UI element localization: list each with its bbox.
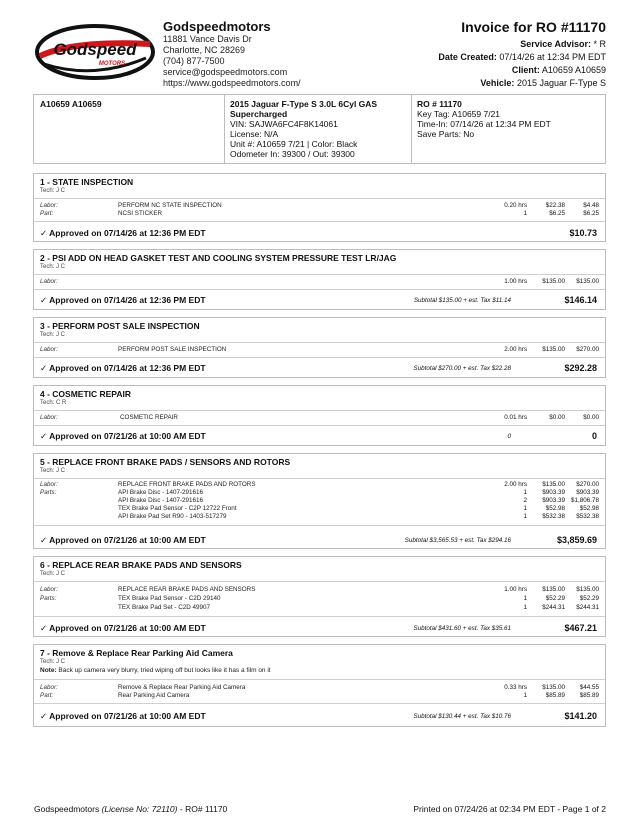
line-total: $135.00 (576, 278, 599, 285)
line-total: $270.00 (576, 481, 599, 488)
approval-status: ✓ Approved on 07/14/26 at 12:36 PM EDT (40, 363, 206, 373)
job-tech: Tech: J C (40, 332, 66, 338)
info-key-tag: Key Tag: A10659 7/21 (417, 109, 501, 119)
approval-status: ✓ Approved on 07/14/26 at 12:36 PM EDT (40, 295, 206, 305)
line-total: $532.38 (576, 513, 599, 520)
vehicle-label: Vehicle: (480, 78, 515, 88)
line-item (34, 513, 605, 521)
job-tech: Tech: J C (40, 188, 66, 194)
line-item (34, 586, 605, 594)
line-total: $244.31 (576, 604, 599, 611)
job-tech: Tech: J C (40, 571, 66, 577)
line-desc: PERFORM NC STATE INSPECTION (118, 202, 222, 209)
line-rate: $22.38 (545, 202, 565, 209)
line-desc: Rear Parking Aid Camera (118, 692, 190, 699)
line-item (34, 595, 605, 603)
line-total: $270.00 (576, 346, 599, 353)
job-divider (34, 410, 605, 411)
job-card (33, 644, 606, 727)
job-card (33, 453, 606, 549)
date-created-label: Date Created: (438, 52, 497, 62)
job-subtotal: Subtotal $431.60 + est. Tax $35.61 (413, 625, 511, 632)
job-divider (34, 221, 605, 222)
info-save-parts: Save Parts: No (417, 129, 475, 139)
line-rate: $85.89 (545, 692, 565, 699)
line-desc: PERFORM POST SALE INSPECTION (118, 346, 227, 353)
shop-email[interactable]: service@godspeedmotors.com (163, 67, 288, 77)
line-total: $85.89 (579, 692, 599, 699)
line-qty: 2.00 hrs (504, 346, 527, 353)
line-total: $135.00 (576, 586, 599, 593)
job-title: 5 - REPLACE FRONT BRAKE PADS / SENSORS AND ROTORS (40, 457, 291, 467)
job-subtotal: Subtotal $270.00 + est. Tax $22.28 (413, 365, 511, 372)
job-card (33, 173, 606, 242)
service-advisor-value: * R (593, 39, 606, 49)
line-qty: 0.20 hrs (504, 202, 527, 209)
footer-ro: - RO# 11170 (179, 804, 228, 814)
job-tech: Tech: J C (40, 659, 66, 665)
ro-info-box (33, 94, 606, 164)
line-total: $0.00 (583, 414, 599, 421)
footer-license: (License No: 72110) (101, 804, 178, 814)
client-value: A10659 A10659 (541, 65, 606, 75)
shop-phone: (704) 877-7500 (163, 56, 225, 66)
line-type: Labor: (40, 481, 58, 488)
job-subtotal: Subtotal $130.44 + est. Tax $10.76 (413, 713, 511, 720)
line-item (34, 505, 605, 513)
line-type: Parts: (40, 595, 57, 602)
line-desc: API Brake Pad Set R90 - 1403-517279 (118, 513, 227, 520)
line-desc: TEX Brake Pad Sensor - C2P 12722 Front (118, 505, 237, 512)
job-total: $3,859.69 (556, 535, 597, 545)
line-item (34, 210, 605, 218)
approval-status: ✓ Approved on 07/14/26 at 12:36 PM EDT (40, 228, 206, 238)
line-qty: 1 (523, 210, 527, 217)
job-subtotal: Subtotal $135.00 + est. Tax $11.14 (413, 297, 511, 304)
job-tech: Tech: C R (40, 400, 67, 406)
info-vehicle-line2: Supercharged (230, 109, 288, 119)
job-title: 6 - REPLACE REAR BRAKE PADS AND SENSORS (40, 560, 242, 570)
job-note (40, 667, 271, 674)
job-card (33, 249, 606, 310)
line-rate: $903.39 (542, 489, 565, 496)
job-divider (34, 357, 605, 358)
line-rate: $0.00 (549, 414, 565, 421)
approval-status: ✓ Approved on 07/21/26 at 10:00 AM EDT (40, 711, 206, 721)
line-type: Part: (40, 210, 54, 217)
date-created (438, 52, 606, 63)
line-desc: API Brake Disc - 1407-291616 (118, 497, 204, 504)
line-desc: API Brake Disc - 1407-291616 (118, 489, 204, 496)
job-divider (34, 425, 605, 426)
info-vin: VIN: SAJWA6FC4F8K14061 (230, 119, 338, 129)
line-qty: 1 (523, 489, 527, 496)
service-advisor (520, 39, 606, 50)
line-type: Labor: (40, 278, 58, 285)
line-qty: 2.00 hrs (504, 481, 527, 488)
line-qty: 1.00 hrs (504, 278, 527, 285)
logo-subtext: MOTORS (98, 61, 126, 67)
line-item (34, 604, 605, 612)
approval-status: ✓ Approved on 07/21/26 at 10:00 AM EDT (40, 535, 206, 545)
line-desc: REPLACE FRONT BRAKE PADS AND ROTORS (118, 481, 256, 488)
job-divider (34, 198, 605, 199)
line-total: $903.39 (576, 489, 599, 496)
line-type: Labor: (40, 202, 58, 209)
info-divider (224, 95, 225, 163)
line-rate: $532.38 (542, 513, 565, 520)
job-card (33, 317, 606, 378)
line-type: Part: (40, 692, 54, 699)
approval-status: ✓ Approved on 07/21/26 at 10:00 AM EDT (40, 623, 206, 633)
job-total: $141.20 (564, 711, 597, 721)
footer-left (34, 804, 227, 814)
job-card (33, 556, 606, 637)
line-rate: $135.00 (542, 346, 565, 353)
line-rate: $52.29 (545, 595, 565, 602)
job-divider (34, 679, 605, 680)
client-label: Client: (511, 65, 540, 75)
line-item (34, 684, 605, 692)
line-total: $4.48 (583, 202, 599, 209)
line-rate: $135.00 (542, 481, 565, 488)
job-title: 7 - Remove & Replace Rear Parking Aid Camera (40, 648, 233, 658)
job-subtotal: 0 (507, 433, 511, 440)
line-qty: 1.00 hrs (504, 586, 527, 593)
job-divider (34, 274, 605, 275)
line-rate: $135.00 (542, 684, 565, 691)
info-unit: Unit #: A10659 7/21 | Color: Black (230, 139, 358, 149)
line-item (34, 346, 605, 354)
info-ro-number: RO # 11170 (417, 99, 462, 109)
line-rate: $135.00 (542, 586, 565, 593)
shop-address-line1: 11881 Vance Davis Dr (163, 34, 252, 44)
line-desc: REPLACE REAR BRAKE PADS AND SENSORS (118, 586, 256, 593)
line-item (34, 497, 605, 505)
line-qty: 0.33 hrs (504, 684, 527, 691)
footer-shop-name: Godspeedmotors (34, 804, 100, 814)
job-title: 1 - STATE INSPECTION (40, 177, 134, 187)
job-note-label: Note: (40, 667, 57, 674)
line-total: $52.98 (579, 505, 599, 512)
date-created-value: 07/14/26 at 12:34 PM EDT (499, 52, 606, 62)
line-rate: $52.98 (545, 505, 565, 512)
line-desc: TEX Brake Pad Sensor - C2D 29140 (118, 595, 221, 602)
job-title: 4 - COSMETIC REPAIR (40, 389, 131, 399)
job-total: $146.14 (564, 295, 597, 305)
line-qty: 1 (523, 595, 527, 602)
line-total: $52.29 (579, 595, 599, 602)
line-type: Labor: (40, 684, 58, 691)
line-rate: $6.25 (549, 210, 565, 217)
line-total: $6.25 (583, 210, 599, 217)
job-divider (34, 478, 605, 479)
job-note-text: Back up camera very blurry, tried wiping off but looks like it has a film on it (58, 667, 271, 674)
job-divider (34, 525, 605, 526)
line-rate: $135.00 (542, 278, 565, 285)
job-total: $292.28 (564, 363, 597, 373)
job-tech: Tech: J C (40, 264, 66, 270)
line-item (34, 489, 605, 497)
line-rate: $244.31 (542, 604, 565, 611)
info-customer: A10659 A10659 (40, 99, 102, 109)
client (512, 65, 606, 76)
line-type: Labor: (40, 346, 58, 353)
line-total: $44.55 (579, 684, 599, 691)
logo-wordmark: Godspeed (53, 40, 137, 59)
line-total: $1,806.78 (570, 497, 599, 504)
shop-address-line2: Charlotte, NC 28269 (163, 45, 246, 55)
info-ro (417, 99, 551, 139)
line-qty: 0.01 hrs (504, 414, 527, 421)
info-vehicle-line1: 2015 Jaguar F-Type S 3.0L 6Cyl GAS (230, 99, 378, 109)
shop-website[interactable]: https://www.godspeedmotors.com/ (163, 78, 301, 88)
line-item (34, 414, 605, 422)
job-subtotal: Subtotal $3,565.53 + est. Tax $294.16 (404, 537, 511, 544)
job-total: $10.73 (569, 228, 597, 238)
info-license: License: N/A (230, 129, 279, 139)
line-qty: 1 (523, 505, 527, 512)
footer-printed: Printed on 07/24/26 at 02:34 PM EDT - Page 1 of 2 (413, 804, 606, 814)
line-item (34, 481, 605, 489)
job-total: 0 (591, 431, 597, 441)
vehicle (480, 78, 606, 89)
job-divider (34, 616, 605, 617)
line-qty: 1 (523, 692, 527, 699)
job-title: 2 - PSI ADD ON HEAD GASKET TEST AND COOLING SYSTEM PRESSURE TEST LR/JAG (40, 253, 397, 263)
job-divider (34, 342, 605, 343)
vehicle-value: 2015 Jaguar F-Type S (516, 78, 606, 88)
line-type: Parts: (40, 489, 57, 496)
job-tech: Tech: J C (40, 468, 66, 474)
job-divider (34, 289, 605, 290)
line-type: Labor: (40, 414, 58, 421)
line-desc: NCSI STICKER (118, 210, 163, 217)
line-qty: 1 (523, 513, 527, 520)
line-desc: Remove & Replace Rear Parking Aid Camera (118, 684, 246, 691)
info-odometer: Odometer In: 39300 / Out: 39300 (230, 149, 355, 159)
line-qty: 1 (523, 604, 527, 611)
line-item (34, 278, 605, 286)
invoice-title: Invoice for RO #11170 (461, 19, 606, 35)
line-qty: 2 (523, 497, 527, 504)
line-rate: $903.39 (542, 497, 565, 504)
job-total: $467.21 (564, 623, 597, 633)
line-type: Labor: (40, 586, 58, 593)
approval-status: ✓ Approved on 07/21/26 at 10:00 AM EDT (40, 431, 206, 441)
line-item (34, 202, 605, 210)
job-divider (34, 581, 605, 582)
line-item (34, 692, 605, 700)
info-divider (411, 95, 412, 163)
line-desc: TEX Brake Pad Set - C2D 49907 (118, 604, 211, 611)
job-title: 3 - PERFORM POST SALE INSPECTION (40, 321, 200, 331)
job-card (33, 385, 606, 446)
line-desc: COSMETIC REPAIR (120, 414, 178, 421)
shop-name: Godspeedmotors (163, 19, 271, 34)
job-divider (34, 703, 605, 704)
info-time-in: Time-In: 07/14/26 at 12:34 PM EDT (417, 119, 551, 129)
service-advisor-label: Service Advisor: (520, 39, 591, 49)
info-vehicle (230, 99, 377, 159)
shop-logo (34, 22, 156, 82)
